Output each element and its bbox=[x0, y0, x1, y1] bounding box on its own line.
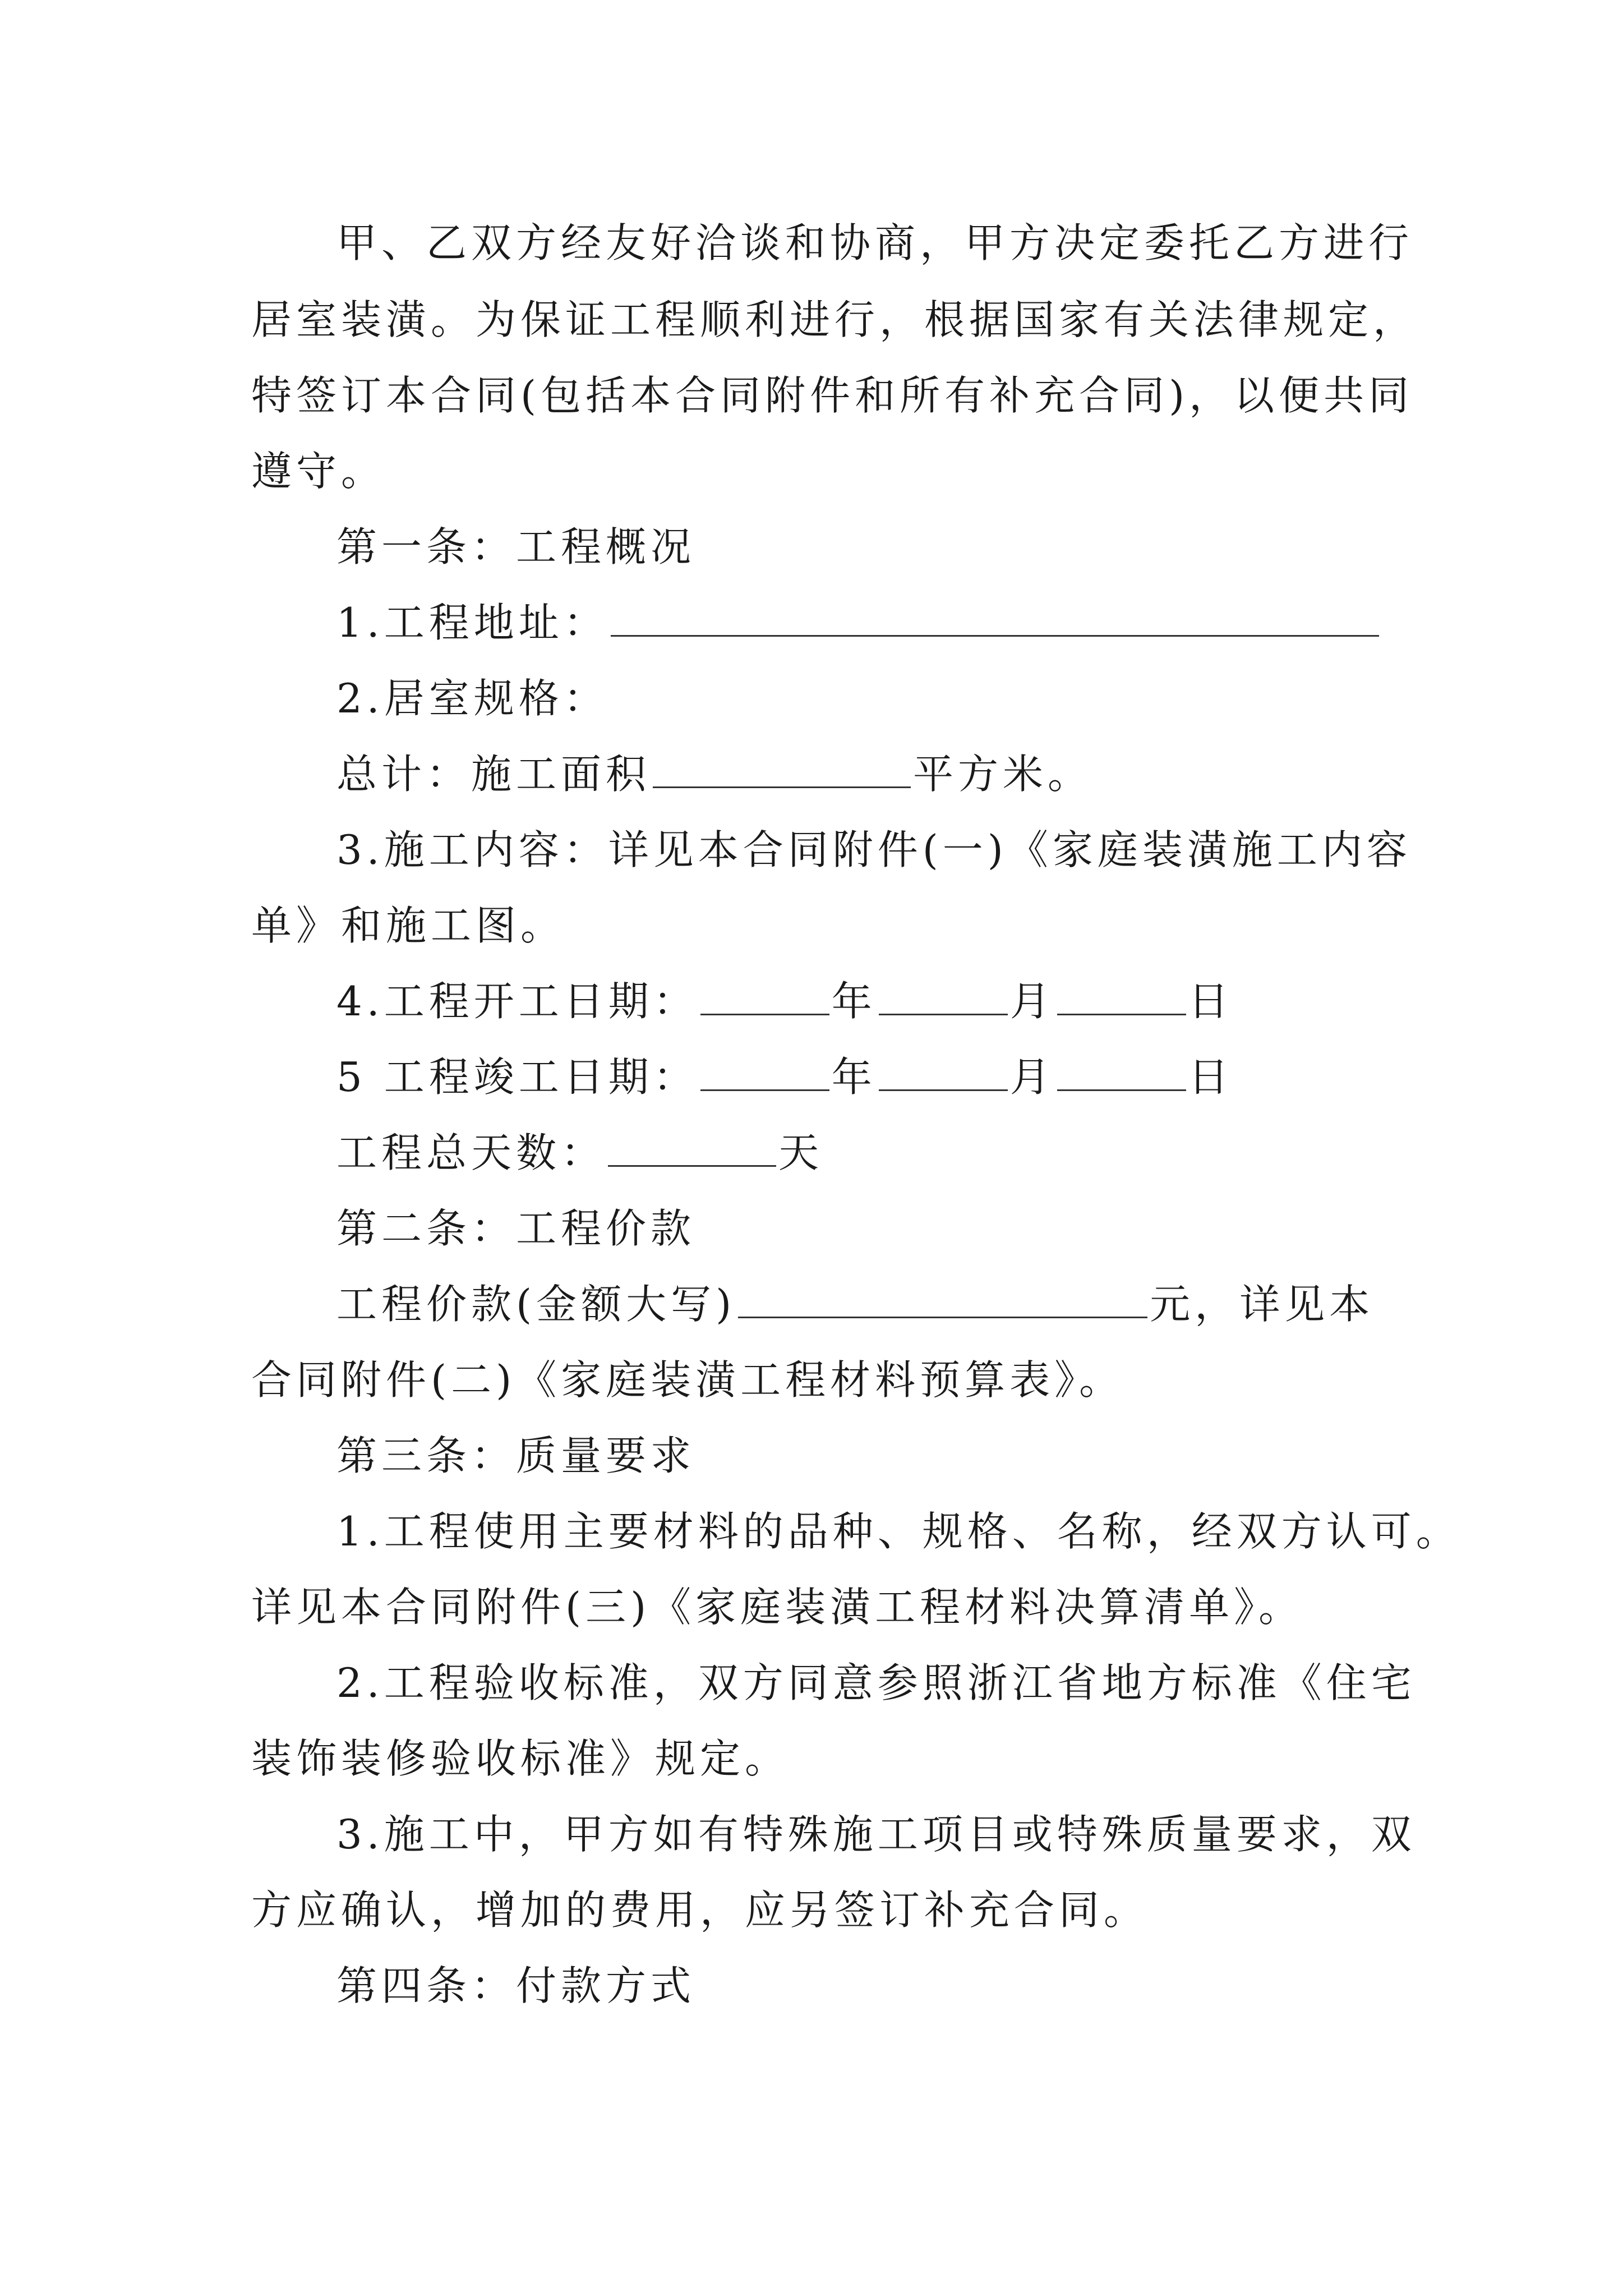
content-line-2: 单》和施工图。 bbox=[251, 902, 566, 949]
days-row bbox=[336, 1128, 823, 1178]
price-line-2: 合同附件(二)《家庭装潢工程材料预算表》。 bbox=[251, 1356, 1124, 1404]
quality-item-1-line-1: 1.工程使用主要材料的品种、规格、名称，经双方认可。 bbox=[336, 1508, 1461, 1555]
days-suffix: 天 bbox=[778, 1129, 824, 1176]
address-row bbox=[336, 597, 1381, 648]
start-day-blank bbox=[1057, 979, 1186, 1015]
end-day-blank bbox=[1057, 1055, 1186, 1091]
start-month-unit: 月 bbox=[1009, 978, 1055, 1025]
start-year-unit: 年 bbox=[831, 978, 877, 1025]
article-3-heading: 第三条：质量要求 bbox=[336, 1432, 696, 1479]
area-row bbox=[336, 749, 1092, 799]
quality-item-2-line-1: 2.工程验收标准，双方同意参照浙江省地方标准《住宅 bbox=[336, 1659, 1416, 1706]
end-label: 5 工程竣工日期： bbox=[336, 1053, 698, 1101]
price-suffix: 元，详见本 bbox=[1150, 1281, 1375, 1328]
article-1-heading: 第一条：工程概况 bbox=[336, 523, 696, 570]
end-year-unit: 年 bbox=[831, 1053, 877, 1101]
price-prefix: 工程价款(金额大写) bbox=[336, 1281, 736, 1328]
area-suffix: 平方米。 bbox=[913, 751, 1093, 798]
end-day-unit: 日 bbox=[1188, 1053, 1233, 1101]
quality-item-2-line-2: 装饰装修验收标准》规定。 bbox=[251, 1735, 790, 1782]
address-blank bbox=[611, 600, 1379, 637]
start-year-blank bbox=[700, 979, 829, 1015]
price-blank bbox=[738, 1282, 1147, 1318]
quality-item-3-line-2: 方应确认，增加的费用，应另签订补充合同。 bbox=[251, 1887, 1149, 1934]
start-month-blank bbox=[879, 979, 1008, 1015]
end-month-blank bbox=[879, 1055, 1008, 1091]
content-line-1: 3.施工内容：详见本合同附件(一)《家庭装潢施工内容 bbox=[336, 826, 1412, 873]
end-month-unit: 月 bbox=[1009, 1053, 1055, 1101]
intro-line-3: 特签订本合同(包括本合同附件和所有补充合同)，以便共同 bbox=[251, 372, 1414, 419]
address-label: 1.工程地址： bbox=[336, 599, 608, 646]
article-4-heading: 第四条：付款方式 bbox=[336, 1962, 696, 2009]
article-2-heading: 第二条：工程价款 bbox=[336, 1205, 696, 1252]
start-label: 4.工程开工日期： bbox=[336, 978, 698, 1025]
end-date-row bbox=[336, 1052, 1233, 1102]
quality-item-1-line-2: 详见本合同附件(三)《家庭装潢工程材料决算清单》。 bbox=[251, 1584, 1304, 1631]
intro-line-2: 居室装潢。为保证工程顺利进行，根据国家有关法律规定， bbox=[251, 296, 1418, 343]
spec-label: 2.居室规格： bbox=[336, 675, 608, 722]
price-row bbox=[336, 1279, 1374, 1329]
area-prefix: 总计：施工面积 bbox=[336, 751, 651, 798]
intro-line-1: 甲、乙双方经友好洽谈和协商，甲方决定委托乙方进行 bbox=[336, 219, 1414, 266]
end-year-blank bbox=[700, 1055, 829, 1091]
start-date-row bbox=[336, 976, 1233, 1027]
quality-item-3-line-1: 3.施工中，甲方如有特殊施工项目或特殊质量要求，双 bbox=[336, 1811, 1416, 1858]
intro-line-4: 遵守。 bbox=[251, 448, 386, 495]
area-blank bbox=[653, 752, 911, 788]
days-blank bbox=[608, 1130, 776, 1167]
days-label: 工程总天数： bbox=[336, 1129, 606, 1176]
start-day-unit: 日 bbox=[1188, 978, 1233, 1025]
